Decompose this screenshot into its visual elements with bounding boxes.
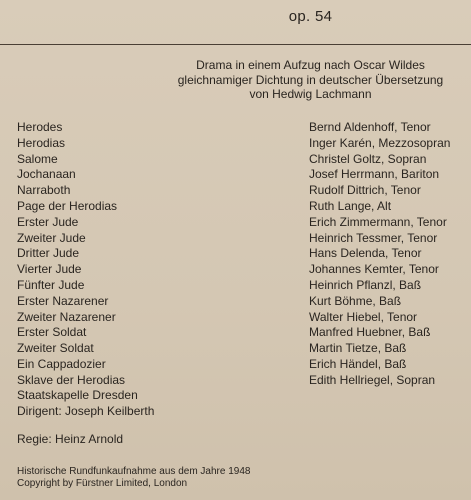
- role-name: Salome: [17, 151, 58, 166]
- cast-row: [17, 231, 467, 247]
- subtitle-line: gleichnamiger Dichtung in deutscher Übersetzung: [177, 72, 444, 87]
- role-name: Herodes: [17, 120, 63, 134]
- cast-row: [17, 167, 467, 183]
- role-name: Erster Jude: [17, 214, 79, 229]
- role-name: Dritter Jude: [17, 246, 80, 261]
- role-name: Vierter Jude: [17, 262, 82, 277]
- cast-row: [17, 183, 467, 199]
- role-name: Ein Cappadozier: [17, 356, 106, 371]
- singer-name: Ruth Lange, Alt: [309, 198, 392, 213]
- cast-row: [17, 120, 467, 136]
- singer-name: Erich Zimmermann, Tenor: [309, 214, 447, 229]
- singer-name: Rudolf Dittrich, Tenor: [309, 183, 421, 198]
- cast-row: [17, 294, 467, 310]
- singer-name: Hans Delenda, Tenor: [309, 246, 422, 261]
- role-name: Erster Nazarener: [17, 293, 109, 308]
- cast-row: [17, 373, 467, 389]
- subtitle-line: Drama in einem Aufzug nach Oscar Wildes: [196, 58, 425, 72]
- role-name: Zweiter Nazarener: [17, 309, 116, 324]
- orchestra-name: Staatskapelle Dresden: [17, 388, 138, 402]
- singer-name: Martin Tietze, Baß: [309, 341, 407, 356]
- role-name: Erster Soldat: [17, 325, 87, 340]
- singer-name: Manfred Huebner, Baß: [309, 325, 431, 340]
- cast-row: [17, 246, 467, 262]
- recording-note: Historische Rundfunkaufnahme aus dem Jahre 1948: [17, 466, 251, 477]
- role-name: Jochanaan: [17, 167, 76, 182]
- work-subtitle: [0, 58, 471, 102]
- singer-name: Erich Händel, Baß: [309, 356, 407, 371]
- conductor-name: Dirigent: Joseph Keilberth: [17, 403, 155, 418]
- cast-row: [17, 262, 467, 278]
- cast-row: [17, 357, 467, 373]
- copyright-note: Copyright by Fürstner Limited, London: [17, 477, 188, 489]
- header-divider: [0, 44, 471, 45]
- role-name: Page der Herodias: [17, 198, 118, 213]
- singer-name: Christel Goltz, Sopran: [309, 151, 427, 166]
- cast-row: [17, 152, 467, 168]
- role-name: Herodias: [17, 135, 66, 150]
- cast-row: [17, 215, 467, 231]
- singer-name: Heinrich Pflanzl, Baß: [309, 277, 422, 292]
- role-name: Sklave der Herodias: [17, 372, 126, 387]
- opus-number: op. 54: [288, 8, 333, 25]
- cast-row: [17, 325, 467, 341]
- cast-list: [17, 120, 467, 389]
- role-name: Zweiter Jude: [17, 230, 86, 245]
- singer-name: Josef Herrmann, Bariton: [309, 167, 440, 182]
- cast-row: [17, 278, 467, 294]
- cast-row: [17, 199, 467, 215]
- singer-name: Bernd Aldenhoff, Tenor: [309, 120, 431, 134]
- singer-name: Heinrich Tessmer, Tenor: [309, 230, 438, 245]
- footer-notes: [17, 466, 250, 489]
- cast-row: [17, 136, 467, 152]
- subtitle-line: von Hedwig Lachmann: [249, 87, 372, 101]
- role-name: Zweiter Soldat: [17, 341, 94, 356]
- cast-row: [17, 341, 467, 357]
- singer-name: Walter Hiebel, Tenor: [309, 309, 418, 324]
- singer-name: Edith Hellriegel, Sopran: [309, 372, 436, 387]
- singer-name: Johannes Kemter, Tenor: [309, 262, 439, 277]
- role-name: Fünfter Jude: [17, 277, 85, 292]
- director-credit: Regie: Heinz Arnold: [17, 432, 124, 446]
- role-name: Narraboth: [17, 183, 71, 198]
- singer-name: Inger Karén, Mezzosopran: [309, 135, 451, 150]
- cast-row: [17, 310, 467, 326]
- singer-name: Kurt Böhme, Baß: [309, 293, 402, 308]
- performance-credits: [17, 388, 154, 420]
